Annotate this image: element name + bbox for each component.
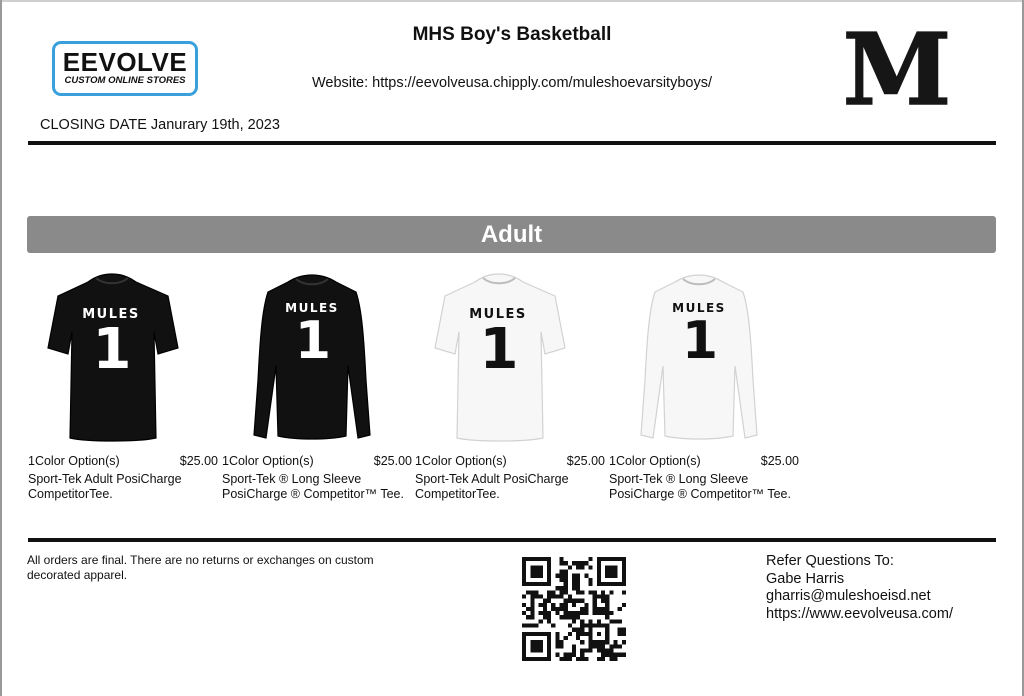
shirt-print-number: 1 — [681, 311, 719, 371]
footer-divider — [28, 538, 996, 542]
logo-tagline: CUSTOM ONLINE STORES — [64, 75, 186, 86]
shirt-print-text: MULES — [285, 301, 339, 315]
returns-disclaimer: All orders are final. There are no returns or exchanges on custom decorated apparel. — [27, 553, 374, 582]
product-price: $25.00 — [373, 454, 412, 468]
tshirt-image — [415, 270, 605, 450]
tshirt-image — [28, 270, 218, 450]
shirt-print-number: 1 — [294, 311, 332, 371]
shirt-print-text: MULES — [672, 301, 726, 315]
shirt-print-text: MULES — [82, 307, 140, 322]
product-name: Sport-Tek ® Long Sleeve PosiCharge ® Competitor™ Tee. — [222, 472, 404, 501]
page-title: MHS Boy's Basketball — [412, 24, 612, 45]
shirt-print-text: MULES — [469, 307, 527, 322]
qr-code-icon[interactable] — [522, 557, 626, 661]
color-options: 1Color Option(s) — [222, 454, 314, 468]
product-name: Sport-Tek ® Long Sleeve PosiCharge ® Competitor™ Tee. — [609, 472, 791, 501]
product-price: $25.00 — [566, 454, 605, 468]
contact-email[interactable]: gharris@muleshoeisd.net — [766, 588, 931, 604]
website-link[interactable]: Website: https://eevolveusa.chipply.com/muleshoevarsityboys/ — [311, 75, 712, 91]
page-border-left — [0, 0, 2, 696]
school-letter: M — [842, 13, 952, 128]
contact-website[interactable]: https://www.eevolveusa.com/ — [766, 605, 953, 622]
page-border-top — [0, 0, 1024, 2]
product-price: $25.00 — [760, 454, 799, 468]
contact-name: Gabe Harris — [766, 570, 845, 587]
section-heading-adult: Adult — [27, 216, 996, 253]
color-options: 1Color Option(s) — [609, 454, 701, 468]
product-price: $25.00 — [179, 454, 218, 468]
refer-heading: Refer Questions To: — [766, 553, 894, 569]
shirt-print-number: 1 — [92, 317, 132, 382]
logo-wordmark: EEVOLVE — [62, 47, 188, 77]
product-name: Sport-Tek Adult PosiCharge CompetitorTee. — [28, 472, 182, 501]
school-m-logo — [842, 13, 952, 128]
longsleeve-image — [609, 270, 799, 450]
color-options: 1Color Option(s) — [415, 454, 507, 468]
shirt-print-number: 1 — [479, 317, 519, 382]
color-options: 1Color Option(s) — [28, 454, 120, 468]
contact-block — [766, 553, 953, 623]
longsleeve-image — [222, 270, 412, 450]
header-divider — [28, 141, 996, 145]
product-name: Sport-Tek Adult PosiCharge CompetitorTee. — [415, 472, 569, 501]
closing-date: CLOSING DATE Janurary 19th, 2023 — [40, 117, 280, 133]
